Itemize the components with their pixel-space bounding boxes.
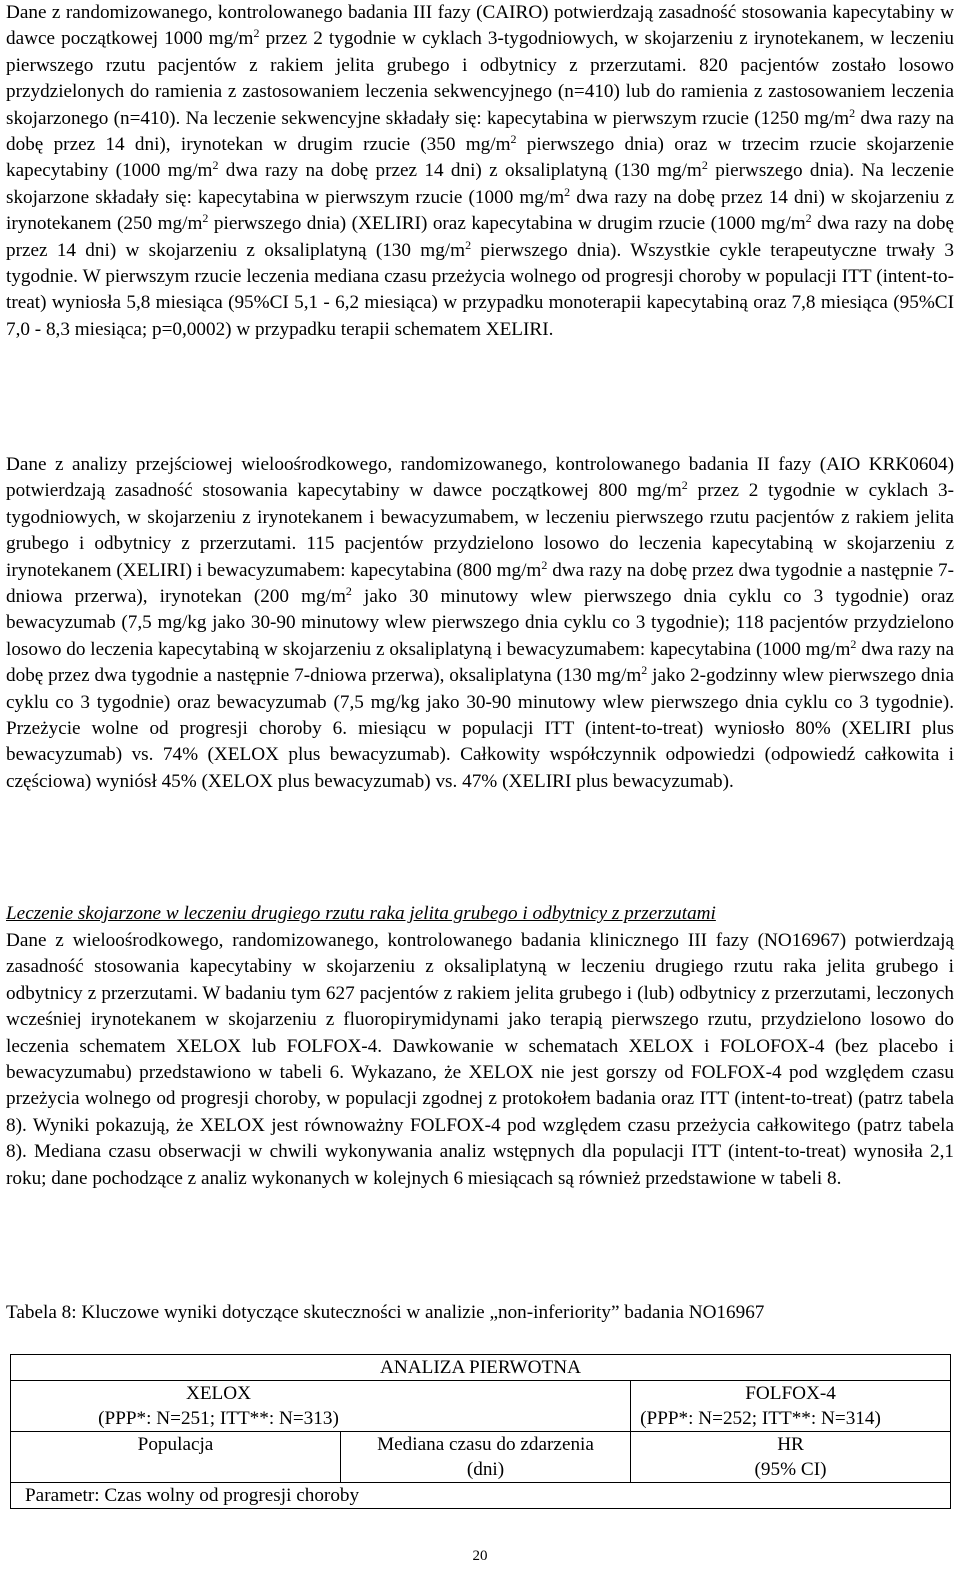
section-heading: Leczenie skojarzone w leczeniu drugiego rzutu raka jelita grubego i odbytnicy z przerzutami — [6, 903, 716, 924]
results-table — [10, 1354, 951, 1509]
paragraph-cairo-study: Dane z randomizowanego, kontrolowanego badania III fazy (CAIRO) potwierdzają zasadność stosowania kapecytabiny w dawce początkowej 1000 $mg/m^2$ przez 2 tygodnie w cyklach 3-tygodniowych, w skojarzeniu z irynotekanem, w leczeniu pierwszego rzutu pacjentów z rakiem jelita grubego i odbytnicy z przerzutami. 820 pacjentów zostało losowo przydzielonych do ramienia z zastosowaniem leczenia sekwencyjnego (n=410) lub do ramienia z zastosowaniem leczenia skojarzonego (n=410). Na leczenie sekwencyjne składały się: kapecytabina w pierwszym rzucie (1250 $mg/m^2$ dwa razy na dobę przez 14 dni), irynotekan w drugim rzucie (350 $mg/m^2$ pierwszego dnia) oraz w trzecim rzucie skojarzenie kapecytabiny (1000 $mg/m^2$ dwa razy na dobę przez 14 dni) z oksaliplatyną (130 $mg/m^2$ pierwszego dnia). Na leczenie skojarzone składały się: kapecytabina w pierwszym rzucie (1000 $mg/m^2$ dwa razy na dobę przez 14 dni) w skojarzeniu z irynotekanem (250 $mg/m^2$ pierwszego dnia) (XELIRI) oraz kapecytabina w drugim rzucie (1000 $mg/m^2$ dwa razy na dobę przez 14 dni) w skojarzeniu z oksaliplatyną (130 $mg/m^2$ pierwszego dnia). Wszystkie cykle terapeutyczne trwały 3 tygodnie. W pierwszym rzucie leczenia mediana czasu przeżycia wolnego od progresji choroby w populacji ITT (intent-to-treat) wyniosła 5,8 miesiąca (95%CI 5,1 - 6,2 miesiąca) w przypadku monoterapii kapecytabiną oraz 7,8 miesiąca (95%CI 7,0 - 8,3 miesiąca; p=0,0002) w przypadku terapii schematem XELIRI. — [6, 2, 955, 340]
table-header-xelox — [11, 1381, 631, 1432]
folfox4-label: FOLFOX-4 — [745, 1383, 836, 1404]
col-header-median: Mediana czasu do zdarzenia (dni) — [341, 1432, 631, 1483]
col-header-population: Populacja — [11, 1432, 341, 1483]
table-header-folfox4 — [631, 1381, 951, 1432]
xelox-label: XELOX — [185, 1383, 251, 1404]
paragraph-aio-study: Dane z analizy przejściowej wieloośrodkowego, randomizowanego, kontrolowanego badania II fazy (AIO KRK0604) potwierdzają zasadność stosowania kapecytabiny w dawce początkowej 800 $mg/m^2$ przez 2 tygodnie w cyklach 3-tygodniowych, w skojarzeniu z irynotekanem i bewacyzumabem, w leczeniu pierwszego rzutu pacjentów z rakiem jelita grubego i odbytnicy z przerzutami. 115 pacjentów przydzielono losowo do leczenia kapecytabiną w skojarzeniu z irynotekanem (XELIRI) i bewacyzumabem: kapecytabina (800 $mg/m^2$ dwa razy na dobę przez dwa tygodnie a następnie 7-dniowa przerwa), irynotekan (200 $mg/m^2$ jako 30 minutowy wlew pierwszego dnia cyklu co 3 tygodnie) oraz bewacyzumab (7,5 mg/kg jako 30-90 minutowy wlew pierwszego dnia cyklu co 3 tygodnie); 118 pacjentów przydzielono losowo do leczenia kapecytabiną w skojarzeniu z oksaliplatyną i bewacyzumabem: kapecytabina (1000 $mg/m^2$ dwa razy na dobę przez dwa tygodnie a następnie 7-dniowa przerwa), oksaliplatyna (130 $mg/m^2$ jako 2-godzinny wlew pierwszego dnia cyklu co 3 tygodnie) oraz bewacyzumab (7,5 mg/kg jako 30-90 minutowy wlew pierwszego dnia cyklu co 3 tygodnie). Przeżycie wolne od progresji choroby 6. miesiącu w populacji ITT (intent-to-treat) wyniosło 80% (XELIRI plus bewacyzumab) vs. 74% (XELOX plus bewacyzumab). Całkowity współczynnik odpowiedzi (odpowiedź całkowita i częściowa) wyniósł 45% (XELOX plus bewacyzumab) vs. 47% (XELIRI plus bewacyzumab). — [6, 454, 955, 792]
table-caption: Tabela 8: Kluczowe wyniki dotyczące skuteczności w analizie „non-inferiority” badania NO16967 — [6, 1302, 765, 1323]
col-header-hr: HR (95% CI) — [631, 1432, 951, 1483]
page-number: 20 — [472, 1548, 488, 1564]
paragraph-no16967-study: Dane z wieloośrodkowego, randomizowanego, kontrolowanego badania klinicznego III fazy (NO16967) potwierdzają zasadność stosowania kapecytabiny w skojarzeniu z oksaliplatyną w leczeniu drugiego rzutu raka jelita grubego i odbytnicy z przerzutami. W badaniu tym 627 pacjentów z rakiem jelita grubego i (lub) odbytnicy z przerzutami, leczonych wcześniej irynotekanem w skojarzeniu z fluoropirymidynami jako terapią pierwszego rzutu, przydzielono losowo do leczenia schematem XELOX lub FOLFOX-4. Dawkowanie w schematach XELOX i FOLOFOX-4 (bez placebo i bewacyzumabu) przedstawiono w tabeli 6. Wykazano, że XELOX nie jest gorszy od FOLFOX-4 pod względem czasu przeżycia wolnego od progresji choroby, w populacji zgodnej z protokołem badania oraz ITT (intent-to-treat) (patrz tabela 8). Wyniki pokazują, że XELOX jest równoważny FOLFOX-4 pod względem czasu przeżycia całkowitego (patrz tabela 8). Mediana czasu obserwacji w chwili wykonywania analiz wstępnych dla populacji ITT (intent-to-treat) wynosiła 2,1 roku; dane pochodzące z analiz wykonanych w kolejnych 6 miesiącach są również przedstawione w tabeli 8. — [6, 930, 954, 1189]
folfox4-counts: (PPP*: N=252; ITT**: N=314) — [640, 1408, 881, 1429]
table-header-primary-analysis: ANALIZA PIERWOTNA — [11, 1355, 951, 1381]
param-row-pfs: Parametr: Czas wolny od progresji choroby — [11, 1483, 951, 1509]
xelox-counts: (PPP*: N=251; ITT**: N=313) — [98, 1408, 339, 1429]
